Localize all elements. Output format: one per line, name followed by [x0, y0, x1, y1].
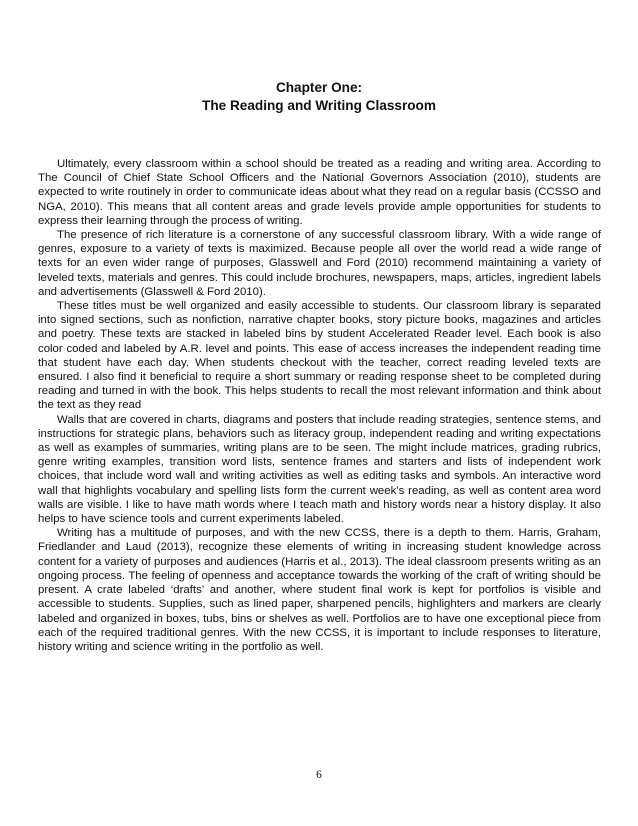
- paragraph-1: Ultimately, every classroom within a school should be treated as a reading and writing area. According to The Council of Chief State School Officers and the National Governors Association (2010), students are expected to write routinely in order to communicate ideas about what they read on a regular basis (CCSSO and NGA, 2010). This means that all content areas and grade levels provide ample opportunities for students to express their learning through the process of writing.: [38, 158, 601, 227]
- chapter-label: Chapter One:: [275, 80, 363, 95]
- page-number: 6: [316, 769, 322, 781]
- paragraph-4: Walls that are covered in charts, diagrams and posters that include reading strategies, sentence stems, and instructions for strategic plans, behaviors such as literacy group, independent reading and writing expectations as well as examples of summaries, writing plans are to be seen. The might include matrices, grading rubrics, genre writing examples, transition word lists, sentence frames and starters and lists of independent work choices, that include word wall and writing activities as well as editing tasks and symbols. An interactive word wall that highlights vocabulary and spelling lists form the current week’s reading, as well as content area word walls are visible. I like to have math words where I teach math and history words near a history display. It also helps to have science tools and current experiments labeled.: [38, 413, 601, 526]
- paragraph-3: These titles must be well organized and easily accessible to students. Our classroom library is separated into signed sections, such as nonfiction, narrative chapter books, story picture books, magazines and articles and poetry. These texts are stacked in labeled bins by student Accelerated Reader level. Each book is also color coded and labeled by A.R. level and points. This ease of access increases the independent reading time that student have each day. When students checkout with the teacher, correct reading leveled texts are ensured. I also find it beneficial to require a short summary or reading response sheet to be completed during reading and turned in with the book. This helps students to recall the most relevant information and think about the text as they read: [38, 300, 601, 412]
- chapter-title: The Reading and Writing Classroom: [202, 98, 436, 113]
- paragraph-5: Writing has a multitude of purposes, and with the new CCSS, there is a depth to them. Harris, Graham, Friedlander and Laud (2013), recognize these elements of writing in increasing student knowledge across content for a variety of purposes and audiences (Harris et al., 2013). The ideal classroom presents writing as an ongoing process. The feeling of openness and acceptance towards the working of the craft of writing should be present. A crate labeled ‘drafts’ and another, where student final work is kept for portfolios is visible and accessible to students. Supplies, such as lined paper, sharpened pencils, highlighters and markers are clearly labeled and organized in boxes, tubs, bins or shelves as well. Portfolios are to have one exceptional piece from each of the required traditional genres. With the new CCSS, it is important to include responses to literature, history writing and science writing in the portfolio as well.: [38, 527, 601, 653]
- paragraph-2: The presence of rich literature is a cornerstone of any successful classroom library. With a wide range of genres, exposure to a variety of texts is maximized. Because people all over the world read a wide range of texts for an even wider range of purposes, Glasswell and Ford (2010) recommend maintaining a variety of leveled texts, materials and genres. This could include brochures, newspapers, maps, articles, ingredient labels and advertisements (Glasswell & Ford 2010).: [38, 229, 601, 298]
- chapter-body: [38, 157, 601, 654]
